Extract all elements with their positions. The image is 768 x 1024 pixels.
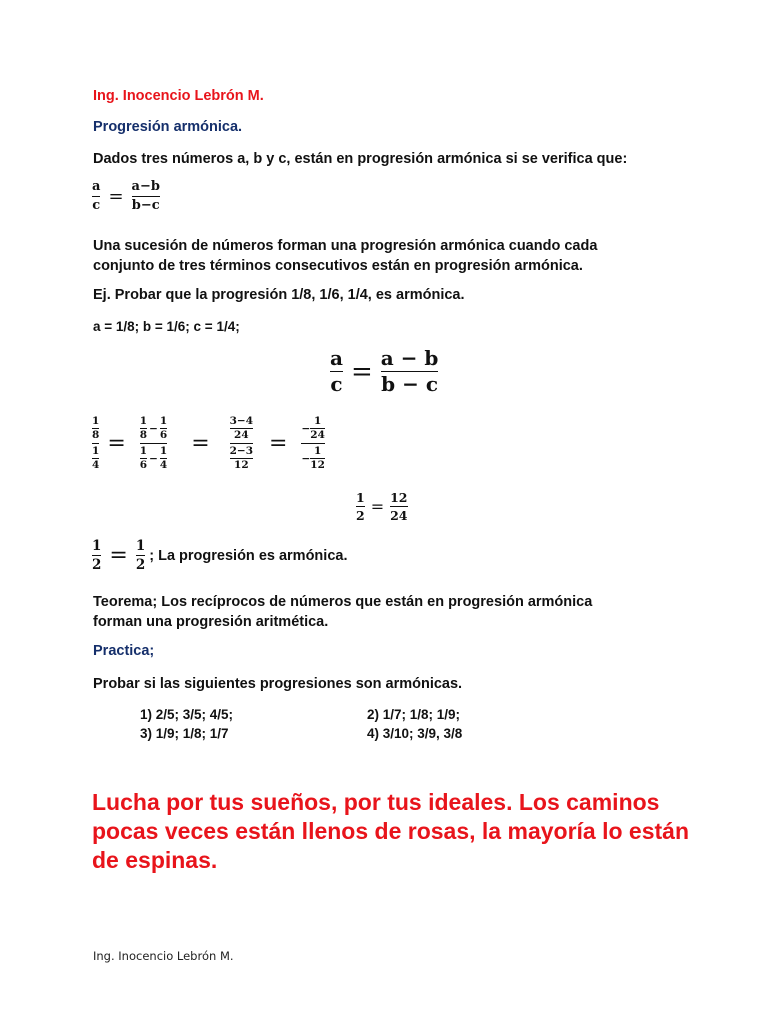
- chain-f2-denominator: [140, 446, 167, 471]
- theorem-line: Teorema; Los recíprocos de números que están en progresión armónica: [93, 594, 593, 610]
- digit: 2−3: [229, 445, 254, 458]
- small-fraction: [310, 416, 325, 441]
- definition-formula: [92, 180, 160, 212]
- big-formula: [330, 348, 438, 395]
- equals-sign: =: [370, 497, 385, 517]
- fraction-denominator: 2: [135, 557, 146, 574]
- digit: 4: [92, 459, 100, 472]
- author-heading: Ing. Inocencio Lebrón M.: [93, 88, 264, 104]
- digit: 1: [92, 445, 100, 458]
- digit: 6: [159, 429, 168, 442]
- small-fraction: [160, 416, 167, 441]
- simplified-rhs-fraction: [390, 491, 407, 522]
- simplified-lhs-fraction: [356, 491, 365, 522]
- definition-lhs-fraction: [92, 180, 100, 212]
- big-rhs-fraction: [381, 348, 439, 395]
- equals-sign: =: [109, 543, 128, 569]
- fraction-chain: [92, 416, 325, 471]
- fraction-denominator: b − c: [381, 372, 439, 396]
- small-fraction: [140, 446, 147, 471]
- fraction-numerator: a−b: [131, 179, 160, 194]
- big-lhs-fraction: [330, 348, 343, 395]
- practice-instruction: Probar si las siguientes progresiones son armónicas.: [93, 676, 463, 692]
- chain-fraction-3: [230, 416, 253, 471]
- description-line: conjunto de tres términos consecutivos están en progresión armónica.: [93, 258, 583, 274]
- fraction-numerator: 1: [135, 538, 146, 554]
- simplified-formula: [356, 491, 408, 522]
- minus-sign: −: [149, 452, 158, 465]
- theorem-line: forman una progresión aritmética.: [93, 614, 329, 630]
- conclusion-formula: [92, 539, 145, 572]
- conclusion-line: [92, 539, 347, 572]
- chain-fraction-2: [140, 416, 167, 471]
- chain-f4-numerator: [301, 416, 324, 441]
- fraction-denominator: c: [330, 372, 343, 396]
- digit: 4: [159, 459, 168, 472]
- theorem-paragraph: [93, 592, 592, 632]
- practice-heading: Practica;: [93, 643, 155, 659]
- minus-sign: −: [149, 422, 158, 435]
- fraction-numerator: 1: [92, 538, 102, 554]
- digit: 24: [310, 429, 325, 442]
- practice-item-3: 3) 1/9; 1/8; 1/7: [140, 726, 229, 741]
- digit: 1: [159, 415, 168, 427]
- equals-sign: =: [107, 431, 126, 457]
- page-title: Progresión armónica.: [93, 119, 243, 135]
- digit: 8: [139, 429, 148, 442]
- digit: 6: [139, 459, 148, 472]
- practice-item-4: 4) 3/10; 3/9, 3/8: [367, 726, 463, 741]
- fraction-denominator: 2: [92, 557, 102, 574]
- chain-fraction-1: [92, 416, 99, 471]
- fraction-numerator: a: [92, 179, 101, 194]
- fraction-numerator: a: [330, 346, 343, 370]
- minus-sign: −: [301, 452, 311, 465]
- chain-f1-denominator: [92, 446, 99, 471]
- digit: 8: [92, 429, 100, 442]
- example-statement: Ej. Probar que la progresión 1/8, 1/6, 1/4, es armónica.: [93, 287, 465, 303]
- digit: 1: [159, 445, 168, 458]
- chain-f2-numerator: [140, 416, 167, 441]
- practice-item-2: 2) 1/7; 1/8; 1/9;: [367, 707, 461, 722]
- minus-sign: −: [301, 422, 311, 435]
- digit: 12: [234, 459, 249, 472]
- equals-sign: =: [191, 431, 210, 457]
- example-values: a = 1/8; b = 1/6; c = 1/4;: [93, 319, 240, 334]
- fraction-denominator: b−c: [131, 197, 160, 213]
- small-fraction: [160, 446, 167, 471]
- digit: 3−4: [229, 415, 254, 427]
- chain-f4-denominator: [301, 446, 324, 471]
- conclusion-lhs-fraction: [92, 539, 101, 572]
- small-fraction: [140, 416, 147, 441]
- conclusion-rhs-fraction: [136, 539, 145, 572]
- page-footer: Ing. Inocencio Lebrón M.: [93, 949, 234, 963]
- equals-sign: =: [350, 356, 373, 387]
- fraction-denominator: 2: [356, 508, 365, 524]
- digit: 1: [139, 415, 148, 427]
- description-line: Una sucesión de números forman una progresión armónica cuando cada: [93, 238, 598, 254]
- description-paragraph: [93, 236, 597, 276]
- chain-fraction-4: [301, 416, 324, 471]
- fraction-numerator: 12: [390, 490, 408, 505]
- equals-sign: =: [108, 185, 124, 207]
- motivational-quote: Lucha por tus sueños, por tus ideales. Los caminos pocas veces están llenos de rosas, la mayoría lo están de espinas.: [92, 789, 690, 873]
- fraction-numerator: a − b: [380, 346, 439, 370]
- chain-f3-denominator: [230, 446, 253, 471]
- chain-f3-numerator: [230, 416, 253, 441]
- practice-item-1: 1) 2/5; 3/5; 4/5;: [140, 707, 234, 722]
- digit: 1: [313, 445, 322, 458]
- digit: 1: [313, 415, 322, 427]
- digit: 1: [92, 415, 100, 427]
- equals-sign: =: [269, 431, 288, 457]
- digit: 12: [310, 459, 325, 472]
- definition-rhs-fraction: [132, 180, 160, 212]
- digit: 24: [234, 429, 249, 442]
- fraction-denominator: c: [92, 197, 101, 213]
- digit: 1: [139, 445, 148, 458]
- small-fraction: [310, 446, 325, 471]
- conclusion-text: ; La progresión es armónica.: [149, 547, 348, 564]
- fraction-numerator: 1: [356, 490, 365, 505]
- chain-f1-numerator: [92, 416, 99, 441]
- fraction-denominator: 24: [390, 508, 408, 524]
- intro-text: Dados tres números a, b y c, están en progresión armónica si se verifica que:: [93, 151, 628, 167]
